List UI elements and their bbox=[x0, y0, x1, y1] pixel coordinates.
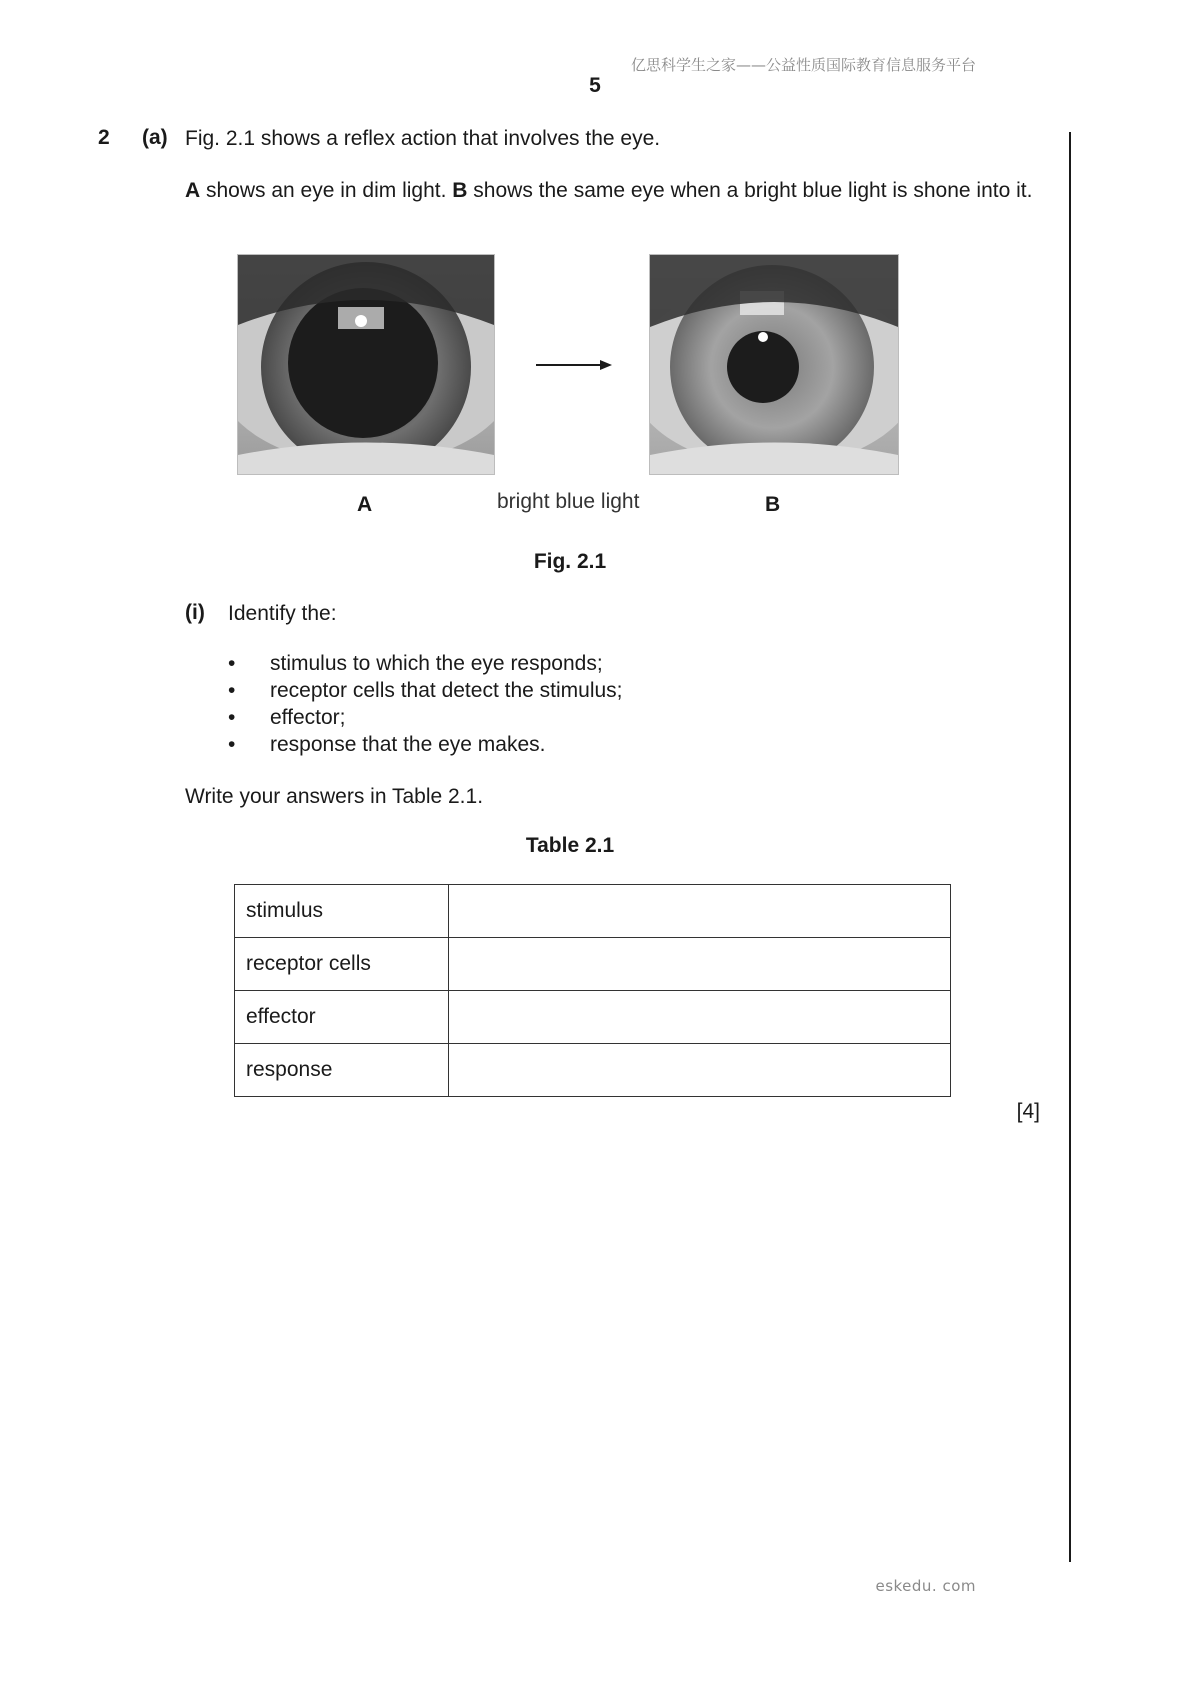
figure-caption: Fig. 2.1 bbox=[533, 550, 607, 573]
question-part: (a) bbox=[142, 126, 168, 149]
subquestion-prompt: Identify the: bbox=[228, 602, 337, 625]
header-watermark: 亿思科学生之家——公益性质国际教育信息服务平台 bbox=[630, 56, 976, 74]
list-item: • receptor cells that detect the stimulus; bbox=[226, 677, 623, 704]
list-item: • response that the eye makes. bbox=[226, 731, 623, 758]
figure-label-b: B bbox=[765, 493, 781, 516]
list-item: • stimulus to which the eye responds; bbox=[226, 650, 623, 677]
answer-cell-stimulus[interactable] bbox=[449, 885, 951, 938]
table-row bbox=[235, 885, 951, 938]
eye-bright-light-image bbox=[650, 255, 898, 474]
page-number: 5 bbox=[589, 74, 601, 97]
row-label-response: response bbox=[235, 1044, 449, 1097]
answer-cell-receptor-cells[interactable] bbox=[449, 938, 951, 991]
figure-arrow-label: bright blue light bbox=[497, 490, 640, 513]
eye-photo-b bbox=[649, 254, 899, 475]
answer-cell-response[interactable] bbox=[449, 1044, 951, 1097]
figure-label-a: A bbox=[357, 493, 373, 516]
table-title: Table 2.1 bbox=[525, 834, 615, 857]
desc-label-a: A bbox=[185, 179, 201, 202]
desc-label-b: B bbox=[452, 179, 468, 202]
eye-photo-a bbox=[237, 254, 495, 475]
answer-table bbox=[234, 884, 951, 1097]
desc-text-a: shows an eye in dim light. bbox=[200, 179, 453, 202]
bullet-list bbox=[226, 650, 623, 758]
eye-dim-light-image bbox=[238, 255, 494, 474]
row-label-effector: effector bbox=[235, 991, 449, 1044]
question-number: 2 bbox=[98, 126, 110, 149]
arrow-icon bbox=[534, 356, 614, 374]
question-description bbox=[185, 178, 1041, 204]
marks-allocation: [4] bbox=[1016, 1100, 1040, 1123]
table-row bbox=[235, 991, 951, 1044]
table-row bbox=[235, 1044, 951, 1097]
instruction-text: Write your answers in Table 2.1. bbox=[185, 785, 484, 808]
list-item: • effector; bbox=[226, 704, 623, 731]
answer-cell-effector[interactable] bbox=[449, 991, 951, 1044]
row-label-stimulus: stimulus bbox=[235, 885, 449, 938]
question-intro: Fig. 2.1 shows a reflex action that involves the eye. bbox=[185, 127, 661, 150]
desc-text-b: shows the same eye when a bright blue light is shone into it. bbox=[467, 179, 1033, 202]
table-row bbox=[235, 938, 951, 991]
row-label-receptor-cells: receptor cells bbox=[235, 938, 449, 991]
subquestion-number: (i) bbox=[185, 601, 205, 624]
footer-watermark: eskedu. com bbox=[875, 1577, 976, 1595]
